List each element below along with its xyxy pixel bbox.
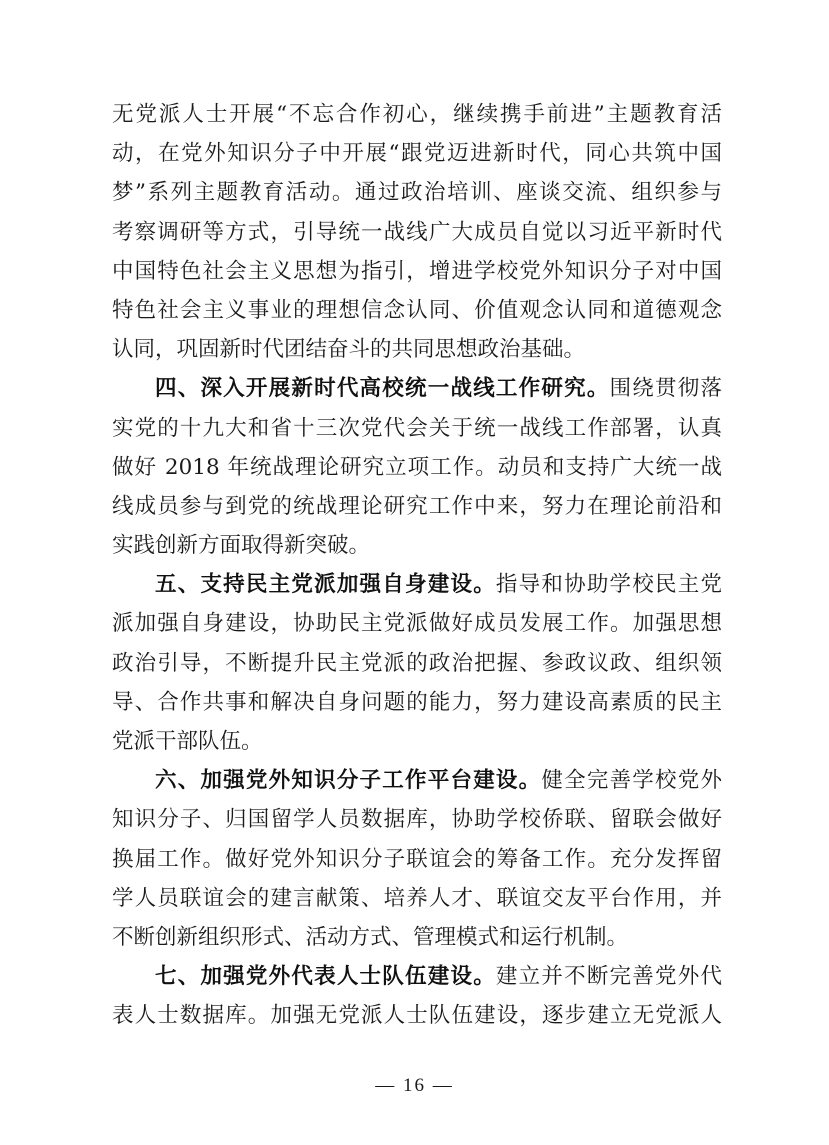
text-line: 做好 2018 年统战理论研究立项工作。动员和支持广大统一战 (112, 454, 722, 480)
text-line: 派加强自身建设，协助民主党派做好成员发展工作。加强思想 (112, 611, 722, 637)
text-line: 认同，巩固新时代团结奋斗的共同思想政治基础。 (112, 337, 586, 363)
section-five (112, 565, 722, 761)
text-line: 知识分子、归国留学人员数据库，协助学校侨联、留联会做好 (112, 807, 722, 833)
text-line: 学人员联谊会的建言献策、培养人才、联谊交友平台作用，并 (112, 885, 722, 911)
text-line: 动，在党外知识分子中开展“跟党迈进新时代，同心共筑中国 (112, 141, 722, 167)
section-seven (112, 957, 722, 1035)
text-line: 实践创新方面取得新突破。 (112, 533, 371, 559)
text-line: 换届工作。做好党外知识分子联谊会的筹备工作。充分发挥留 (112, 846, 722, 872)
section-text: 围绕贯彻落 (609, 376, 722, 402)
paragraph-continuation (112, 95, 722, 369)
text-line: 实党的十九大和省十三次党代会关于统一战线工作部署，认真 (112, 415, 722, 441)
text-line: 不断创新组织形式、活动方式、管理模式和运行机制。 (112, 924, 629, 950)
section-four (112, 369, 722, 565)
section-heading: 六、加强党外知识分子工作平台建设。 (155, 768, 542, 794)
text-line: 表人士数据库。加强无党派人士队伍建设，逐步建立无党派人 (112, 1003, 722, 1029)
text-line: 党派干部队伍。 (112, 729, 263, 754)
section-six (112, 761, 722, 957)
section-text: 指导和协助学校民主党 (495, 572, 722, 598)
section-heading: 七、加强党外代表人士队伍建设。 (155, 964, 496, 990)
text-line: 导、合作共事和解决自身问题的能力，努力建设高素质的民主 (112, 689, 722, 715)
text-line: 特色社会主义事业的理想信念认同、价值观念认同和道德观念 (112, 297, 722, 323)
section-text: 建立并不断完善党外代 (495, 964, 722, 990)
section-first-line (112, 369, 722, 408)
text-line: 线成员参与到党的统战理论研究工作中来，努力在理论前沿和 (112, 493, 722, 519)
section-first-line (112, 957, 722, 996)
section-heading: 四、深入开展新时代高校统一战线工作研究。 (155, 376, 610, 402)
text-line: 无党派人士开展“不忘合作初心，继续携手前进”主题教育活 (112, 102, 722, 127)
text-line: 中国特色社会主义思想为指引，增进学校党外知识分子对中国 (112, 258, 722, 284)
text-line: 考察调研等方式，引导统一战线广大成员自觉以习近平新时代 (112, 219, 722, 245)
text-line: 政治引导，不断提升民主党派的政治把握、参政议政、组织领 (112, 650, 722, 676)
section-first-line (112, 761, 722, 800)
text-line: 梦”系列主题教育活动。通过政治培训、座谈交流、组织参与 (112, 180, 722, 206)
section-text: 健全完善学校党外 (541, 768, 722, 794)
document-body (112, 95, 722, 1036)
section-heading: 五、支持民主党派加强自身建设。 (155, 572, 496, 598)
page-number: — 16 — (375, 1075, 454, 1096)
section-first-line (112, 565, 722, 604)
